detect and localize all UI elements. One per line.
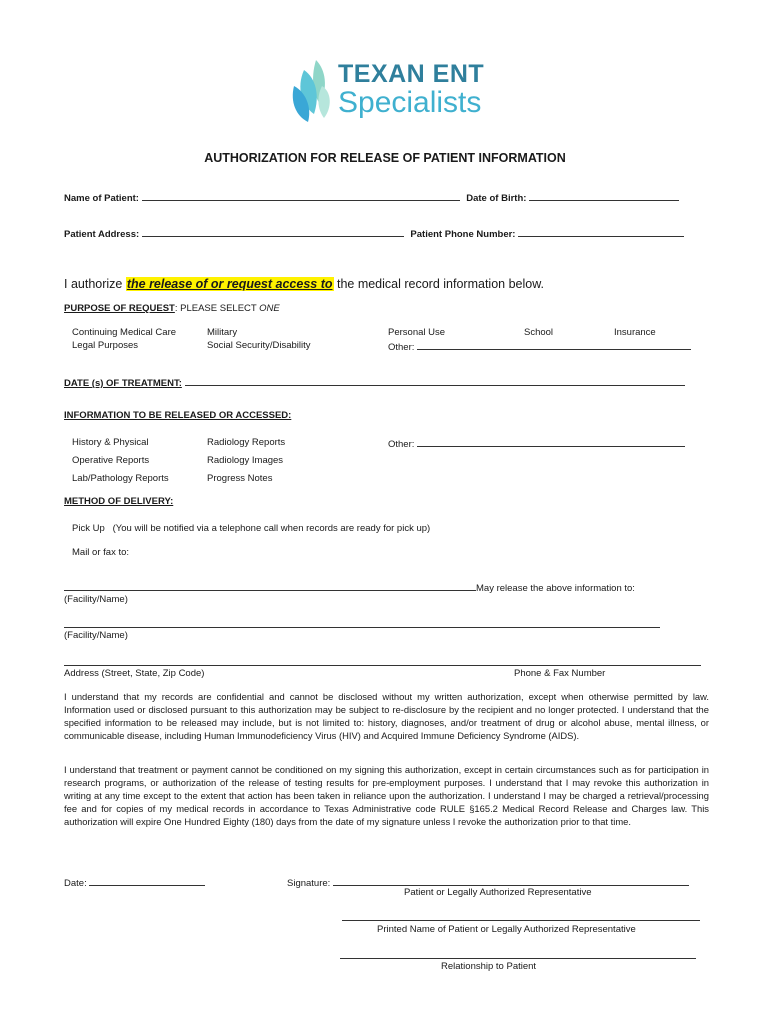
confidentiality-paragraph: I understand that my records are confidential and cannot be disclosed without my written authorization, except when otherwise permitted by law. Information used or disclosed pursuant to this authorization may be subject to re-disclosure by the recipient and no longer protected. I understand that the specified information to be released may include, but is not limited to: history, diagnoses, and/or treatment of drug or alcohol abuse, mental illness, or communicable disease, including Human Immunodeficiency Virus (HIV) and Acquired Immune Deficiency Syndrome (AIDS).: [64, 691, 709, 741]
delivery-pickup-option[interactable]: Pick Up (You will be notified via a telephone call when records are ready for pick up): [72, 523, 431, 534]
logo: [286, 56, 496, 126]
authorize-statement: [64, 277, 544, 291]
patient-phone-field[interactable]: [518, 227, 684, 237]
delivery-mail-option[interactable]: Mail or fax to:: [72, 547, 130, 558]
signature-field[interactable]: [333, 876, 689, 886]
phone-fax-label: Phone & Fax Number: [514, 668, 606, 679]
signature-label: Signature:: [287, 878, 331, 889]
printed-name-caption: Printed Name of Patient or Legally Authorized Representative: [377, 924, 636, 935]
purpose-instruction-em: ONE: [259, 303, 280, 314]
patient-address-row: [64, 227, 684, 240]
purpose-option-personal[interactable]: Personal Use: [388, 327, 446, 338]
date-label: Date:: [64, 878, 87, 889]
purpose-other-field[interactable]: [417, 340, 691, 350]
purpose-option-school[interactable]: School: [524, 327, 554, 338]
delivery-heading: METHOD OF DELIVERY:: [64, 496, 174, 507]
purpose-option-insurance[interactable]: Insurance: [614, 327, 656, 338]
purpose-heading: PURPOSE OF REQUEST: [64, 303, 175, 314]
facility-row-1: [64, 581, 635, 594]
info-other-row: [388, 437, 685, 450]
logo-line2: Specialists: [338, 86, 482, 119]
leaf-logo-icon: [286, 56, 342, 126]
dob-field[interactable]: [529, 191, 679, 201]
facility-label-2: (Facility/Name): [64, 630, 128, 641]
info-item-progress[interactable]: Progress Notes: [207, 473, 273, 484]
logo-line1: TEXAN ENT: [338, 60, 485, 88]
info-heading: INFORMATION TO BE RELEASED OR ACCESSED:: [64, 410, 292, 421]
address-phone-field[interactable]: [64, 656, 701, 666]
address-label: Address (Street, State, Zip Code): [64, 668, 205, 679]
treatment-dates-field[interactable]: [185, 376, 685, 386]
info-item-radiology-reports[interactable]: Radiology Reports: [207, 437, 286, 448]
purpose-option-other-row: [388, 340, 691, 353]
purpose-option-other[interactable]: Other:: [388, 342, 415, 353]
facility-row-2: [64, 618, 660, 631]
info-item-history[interactable]: History & Physical: [72, 437, 149, 448]
conditions-paragraph: I understand that treatment or payment cannot be conditioned on my signing this authorization, except in certain circumstances such as for participation in research programs, or authorization of the release of testing results for pre-employment purposes. I understand that I may revoke this authorization in writing at any time except to the extent that action has been taken in reliance upon the authorization. I understand I may be charged a retrieval/processing fee and for copies of my medical records in accordance to Texas Administrative code RULE §165.2 Medical Record Release and Charges law. This authorization will expire One Hundred Eighty (180) days from the date of my signature unless I revoke the authorization prior to that time.: [64, 764, 709, 827]
info-other-field[interactable]: [417, 437, 685, 447]
relationship-field[interactable]: [340, 949, 696, 959]
authorize-highlight: the release of or request access to: [126, 277, 333, 291]
patient-name-field[interactable]: [142, 191, 460, 201]
dob-label: Date of Birth:: [466, 193, 527, 204]
patient-name-label: Name of Patient:: [64, 193, 139, 204]
authorize-after: the medical record information below.: [333, 277, 545, 291]
may-release-label: May release the above information to:: [476, 583, 635, 594]
purpose-option-social-security[interactable]: Social Security/Disability: [207, 340, 311, 351]
patient-phone-label: Patient Phone Number:: [410, 229, 516, 240]
patient-address-field[interactable]: [142, 227, 404, 237]
purpose-option-military[interactable]: Military: [207, 327, 238, 338]
page-title: AUTHORIZATION FOR RELEASE OF PATIENT INFORMATION: [204, 151, 566, 165]
relationship-caption: Relationship to Patient: [441, 961, 537, 972]
printed-name-field[interactable]: [342, 911, 700, 921]
purpose-instruction: : PLEASE SELECT: [174, 303, 260, 314]
info-item-operative[interactable]: Operative Reports: [72, 455, 150, 466]
purpose-heading-row: [64, 303, 280, 314]
info-other-label[interactable]: Other:: [388, 439, 415, 450]
signer-caption: Patient or Legally Authorized Representative: [404, 887, 592, 898]
info-item-radiology-images[interactable]: Radiology Images: [207, 455, 284, 466]
patient-name-row: [64, 191, 679, 204]
info-item-lab[interactable]: Lab/Pathology Reports: [72, 473, 169, 484]
date-field[interactable]: [89, 876, 205, 886]
treatment-dates-label: DATE (s) OF TREATMENT:: [64, 378, 182, 389]
printed-name-row: [342, 911, 700, 924]
authorize-before: I authorize: [64, 277, 126, 291]
purpose-option-legal[interactable]: Legal Purposes: [72, 340, 139, 351]
facility-field-2[interactable]: [64, 618, 660, 628]
date-row: [64, 876, 205, 889]
facility-field-1[interactable]: [64, 581, 476, 591]
treatment-dates-row: [64, 376, 685, 389]
facility-label-1: (Facility/Name): [64, 594, 128, 605]
purpose-option-continuing[interactable]: Continuing Medical Care: [72, 327, 177, 338]
patient-address-label: Patient Address:: [64, 229, 140, 240]
